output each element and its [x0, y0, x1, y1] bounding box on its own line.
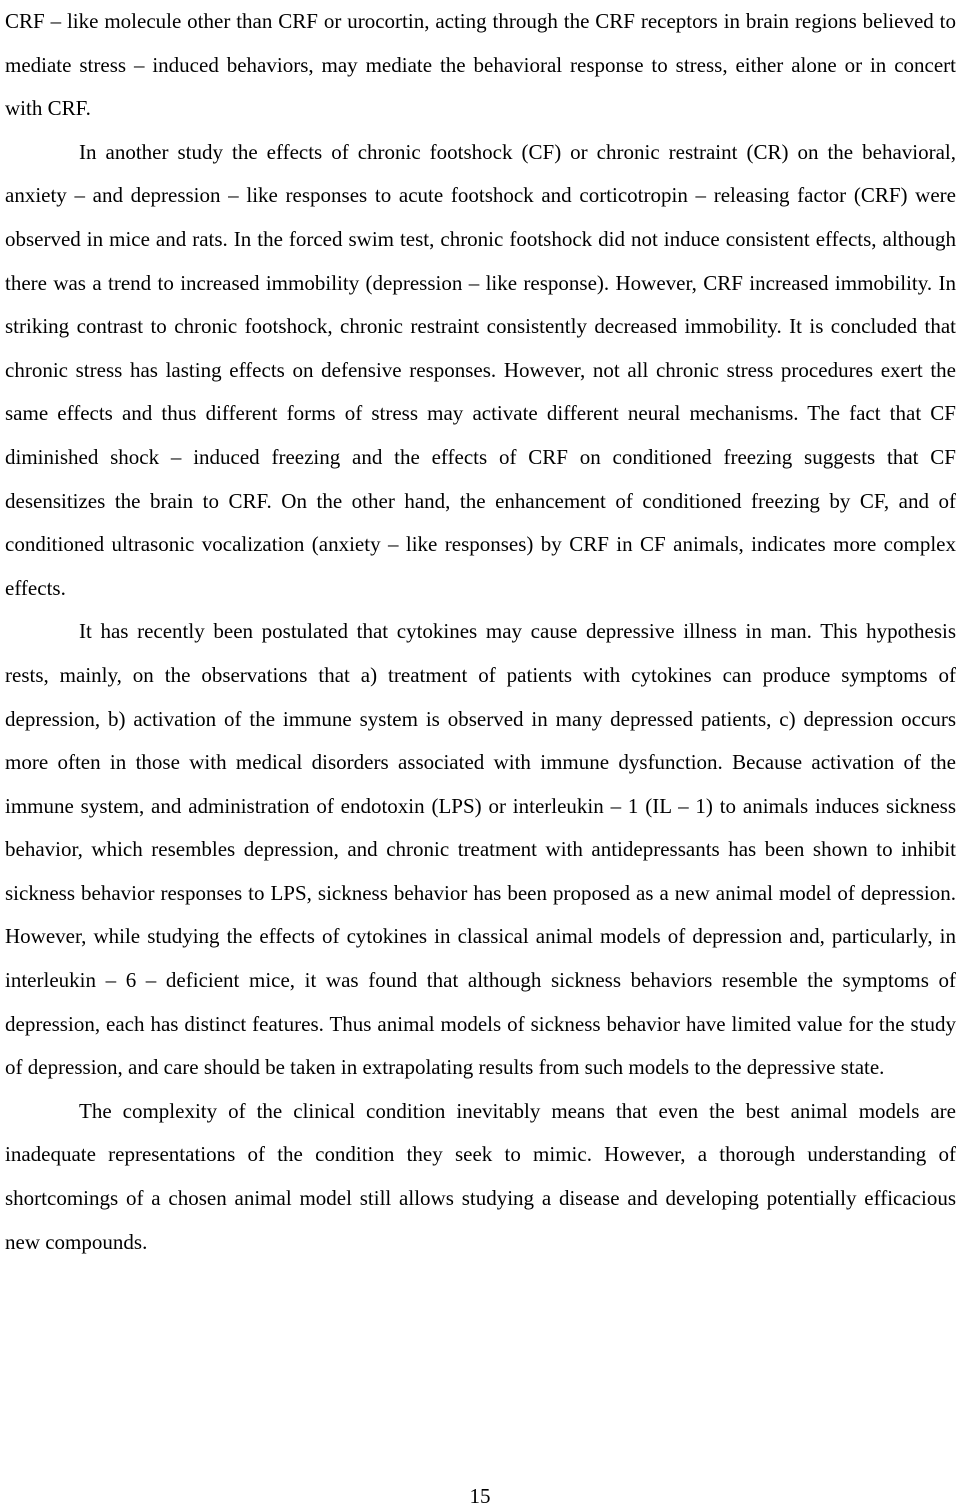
paragraph-cytokines: It has recently been postulated that cytokines may cause depressive illness in man. This hypothesis rests, mainly, on the observations that a) treatment of patients with cytokines can produce symptoms of depression, b) activation of the immune system is observed in many depressed patients, c) depression occurs more often in those with medical disorders associated with immune dysfunction. Because activation of the immune system, and administration of endotoxin (LPS) or interleukin – 1 (IL – 1) to animals induces sickness behavior, which resembles depression, and chronic treatment with antidepressants has been shown to inhibit sickness behavior responses to LPS, sickness behavior has been proposed as a new animal model of depression. However, while studying the effects of cytokines in classical animal models of depression and, particularly, in interleukin – 6 – deficient mice, it was found that although sickness behaviors resemble the symptoms of depression, each has distinct features. Thus animal models of sickness behavior have limited value for the study of depression, and care should be taken in extrapolating results from such models to the depressive state. [5, 619, 956, 1080]
paragraph-continuation: CRF – like molecule other than CRF or urocortin, acting through the CRF receptors in brain regions believed to mediate stress – induced behaviors, may mediate the behavioral response to stress, either alone or in concert with CRF. [5, 9, 956, 121]
paragraph-complexity: The complexity of the clinical condition inevitably means that even the best animal models are inadequate representations of the condition they seek to mimic. However, a thorough understanding of shortcomings of a chosen animal model still allows studying a disease and developing potentially efficacious new compounds. [5, 1098, 956, 1254]
paragraph-chronic-stress: In another study the effects of chronic footshock (CF) or chronic restraint (CR) on the behavioral, anxiety – and depression – like responses to acute footshock and corticotropin – releasing factor (CRF) were observed in mice and rats. In the forced swim test, chronic footshock did not induce consistent effects, although there was a trend to increased immobility (depression – like response). However, CRF increased immobility. In striking contrast to chronic footshock, chronic restraint consistently decreased immobility. It is concluded that chronic stress has lasting effects on defensive responses. However, not all chronic stress procedures exert the same effects and thus different forms of stress may activate different neural mechanisms. The fact that CF diminished shock – induced freezing and the effects of CRF on conditioned freezing suggests that CF desensitizes the brain to CRF. On the other hand, the enhancement of conditioned freezing by CF, and of conditioned ultrasonic vocalization (anxiety – like responses) by CRF in CF animals, indicates more complex effects. [5, 139, 956, 600]
page-number: 15 [469, 1484, 491, 1508]
document-body [5, 0, 956, 1264]
